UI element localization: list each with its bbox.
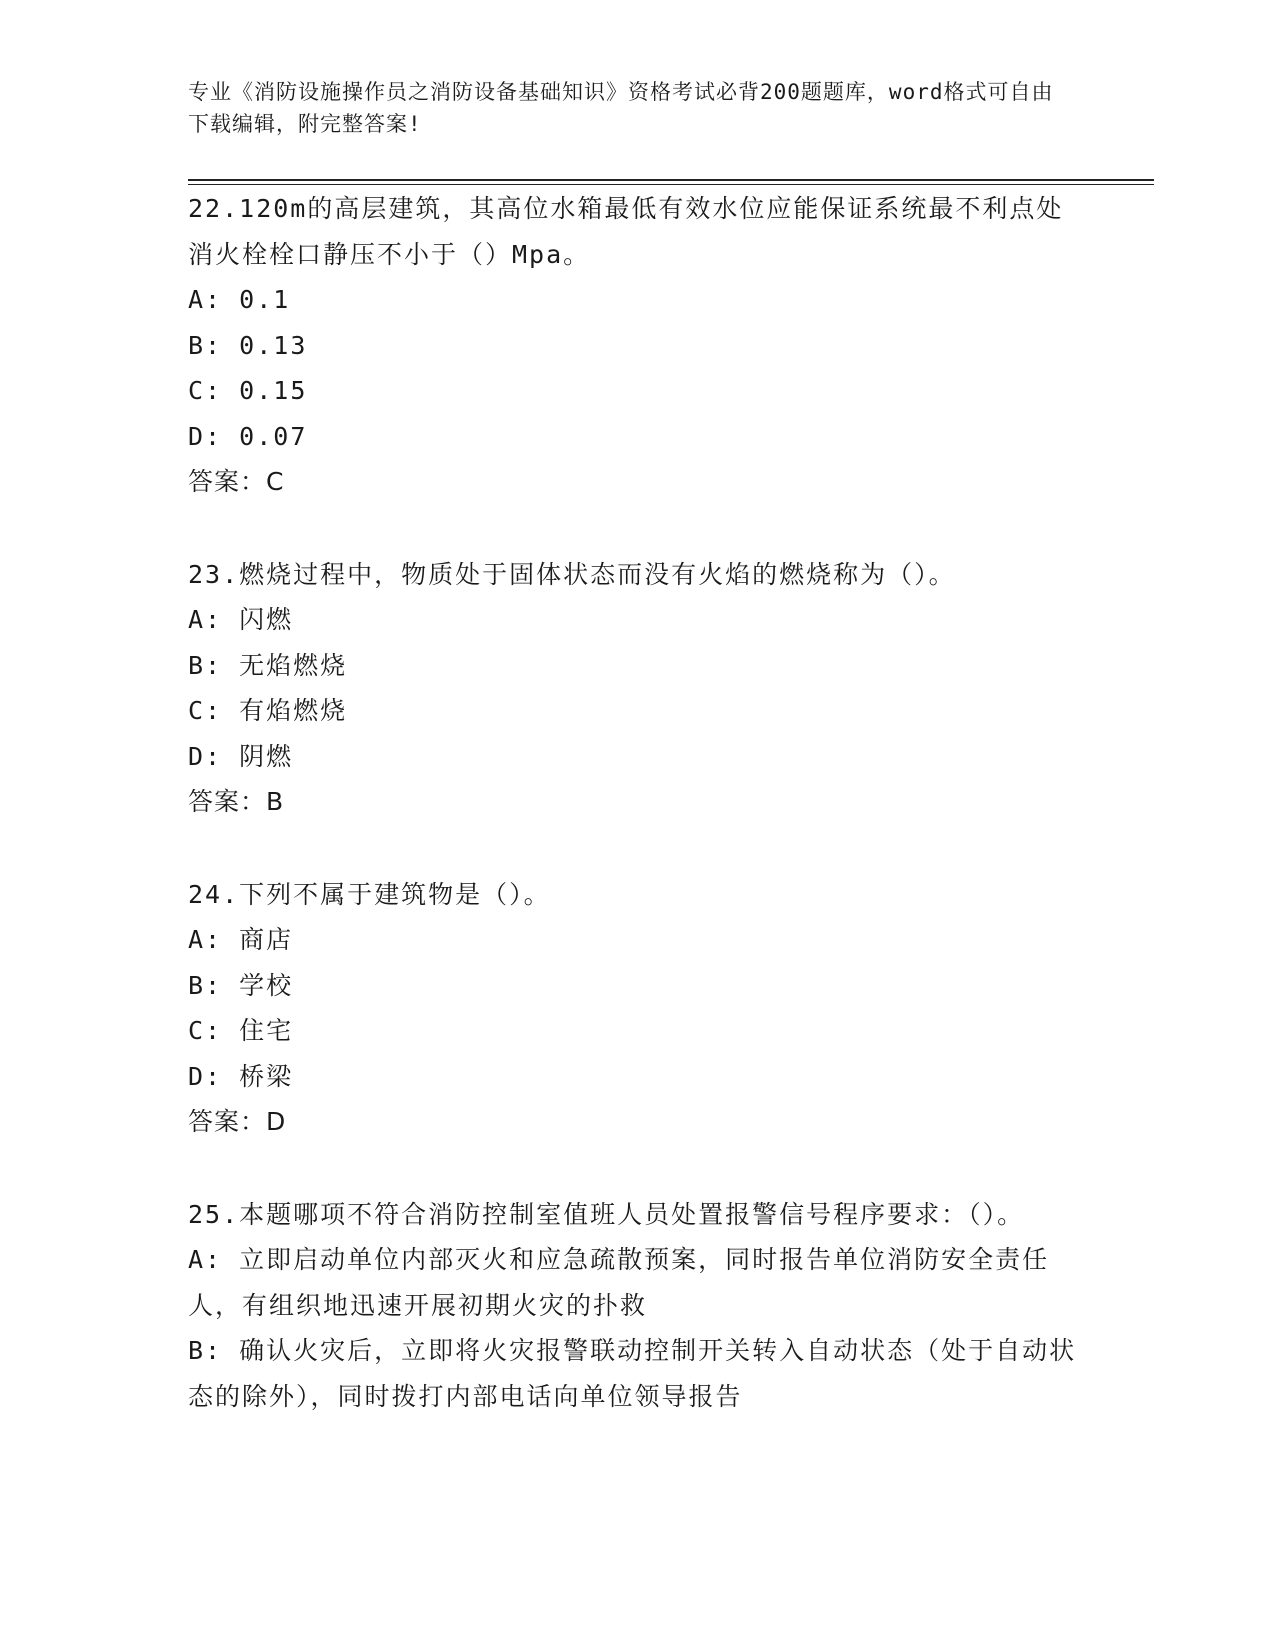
option-text: 有焰燃烧 [239, 696, 348, 725]
option-b [188, 643, 1088, 689]
option-label: C: [188, 1016, 223, 1045]
option-text: 桥梁 [239, 1061, 294, 1091]
option-text: 无焰燃烧 [239, 650, 348, 680]
option-b [188, 323, 1088, 369]
answer-line: 答案：C [188, 467, 285, 496]
question-22 [188, 186, 1088, 505]
question-23 [188, 552, 1088, 825]
header-divider-thick [188, 179, 1154, 181]
option-label: C: [188, 696, 223, 725]
question-25 [188, 1192, 1088, 1420]
option-text: 0.07 [239, 421, 308, 451]
question-stem: 23.燃烧过程中，物质处于固体状态而没有火焰的燃烧称为（）。 [188, 559, 956, 589]
option-d [188, 734, 1088, 780]
option-a [188, 277, 1088, 323]
option-label: A: [188, 1245, 223, 1274]
option-text: 住宅 [239, 1016, 294, 1045]
option-label: D: [188, 741, 223, 771]
option-text: 闪燃 [239, 605, 294, 634]
answer-line: 答案：D [188, 1107, 287, 1136]
option-b [188, 1328, 1088, 1419]
question-list [188, 186, 1088, 1419]
option-d [188, 1054, 1088, 1100]
option-c [188, 368, 1088, 414]
answer-line: 答案：B [188, 787, 285, 816]
question-24 [188, 872, 1088, 1145]
option-text: 确认火灾后，立即将火灾报警联动控制开关转入自动状态（处于自动状态的除外），同时拨打内部电话向单位领导报告 [188, 1336, 1077, 1411]
option-text: 学校 [239, 970, 294, 1000]
document-header: 专业《消防设施操作员之消防设备基础知识》资格考试必背200题题库，word格式可自由下载编辑，附完整答案! [188, 80, 1054, 136]
option-a [188, 1237, 1088, 1328]
option-text: 立即启动单位内部灭火和应急疏散预案，同时报告单位消防安全责任人，有组织地迅速开展初期火灾的扑救 [188, 1245, 1050, 1320]
option-label: A: [188, 925, 223, 954]
option-label: D: [188, 1061, 223, 1091]
option-label: B: [188, 1336, 223, 1365]
option-text: 0.1 [239, 285, 291, 314]
option-label: B: [188, 330, 223, 360]
option-c [188, 1008, 1088, 1054]
option-label: B: [188, 970, 223, 1000]
option-text: 0.13 [239, 330, 308, 360]
option-label: B: [188, 650, 223, 680]
option-text: 0.15 [239, 376, 308, 405]
option-d [188, 414, 1088, 460]
option-b [188, 963, 1088, 1009]
option-text: 阴燃 [239, 741, 294, 771]
option-a [188, 917, 1088, 963]
option-a [188, 597, 1088, 643]
question-stem: 24.下列不属于建筑物是（）。 [188, 879, 551, 909]
option-label: D: [188, 421, 223, 451]
question-stem: 22.120m的高层建筑，其高位水箱最低有效水位应能保证系统最不利点处消火栓栓口静压不小于（）Mpa。 [188, 194, 1064, 269]
option-label: C: [188, 376, 223, 405]
option-c [188, 688, 1088, 734]
option-label: A: [188, 285, 223, 314]
option-text: 商店 [239, 925, 294, 954]
option-label: A: [188, 605, 223, 634]
question-stem: 25.本题哪项不符合消防控制室值班人员处置报警信号程序要求：（）。 [188, 1199, 1025, 1229]
header-divider-thin [188, 184, 1154, 185]
